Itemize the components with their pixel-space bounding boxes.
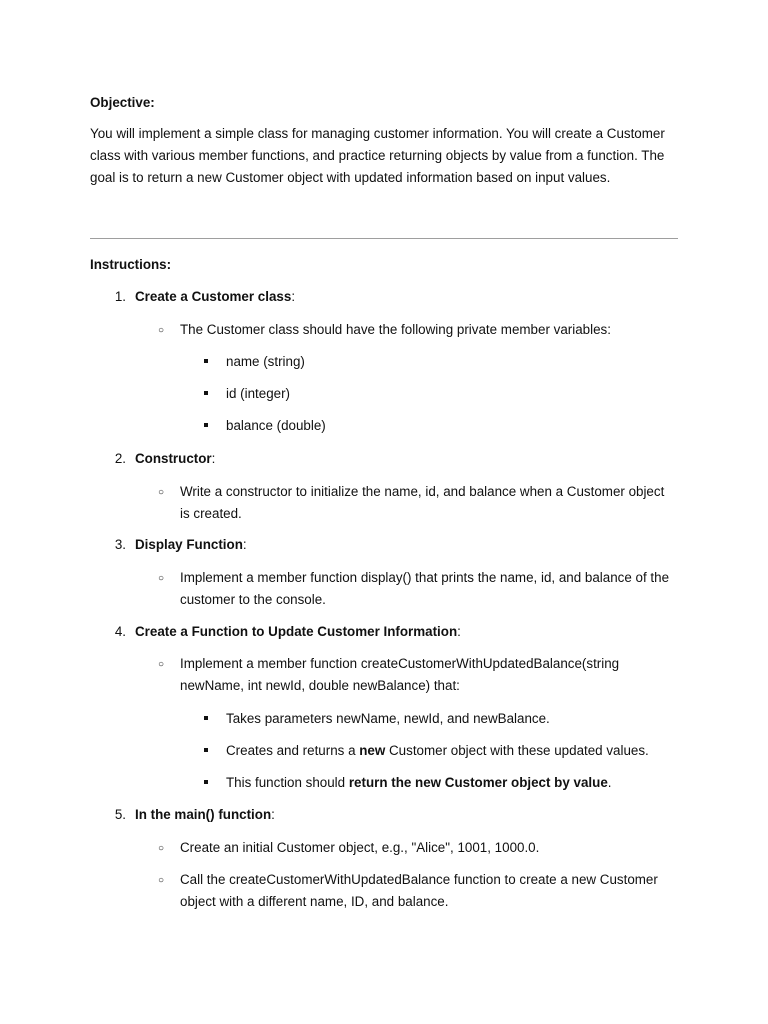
step-1-title-text: Create a Customer class — [135, 289, 292, 304]
step-5-title-text: In the main() function — [135, 807, 272, 822]
step-1-colon: : — [291, 289, 296, 304]
step-2-number: 2. — [114, 451, 126, 466]
circle-bullet-icon: ○ — [158, 659, 165, 670]
circle-bullet-icon: ○ — [158, 573, 165, 584]
square-bullet-icon — [204, 359, 208, 363]
circle-bullet-icon: ○ — [158, 843, 165, 854]
step-4-title-text: Create a Function to Update Customer Information — [135, 624, 458, 639]
step-1-item-3: balance (double) — [226, 418, 326, 433]
step-2-title-text: Constructor — [135, 451, 212, 466]
step-4-item-2 — [226, 740, 649, 762]
step-1-sub: The Customer class should have the following private member variables: — [180, 322, 611, 337]
step-4-item-2-pre: Creates and returns a — [226, 743, 360, 758]
step-2-title — [135, 448, 215, 470]
step-4-item-3-bold: return the new Customer object by value — [348, 775, 608, 790]
step-4-colon: : — [457, 624, 461, 639]
step-4-number: 4. — [114, 624, 126, 639]
step-2-sub: Write a constructor to initialize the name, id, and balance when a Customer object is created. — [180, 484, 665, 521]
step-5-colon: : — [271, 807, 275, 822]
circle-bullet-icon: ○ — [158, 875, 165, 886]
step-4-item-3 — [226, 772, 612, 794]
step-3-sub: Implement a member function display() that prints the name, id, and balance of the customer to the console. — [180, 570, 670, 607]
step-3-title-text: Display Function — [135, 537, 243, 552]
step-1-title — [135, 286, 295, 308]
square-bullet-icon — [204, 423, 208, 427]
square-bullet-icon — [204, 716, 208, 720]
objective-paragraph: You will implement a simple class for managing customer information. You will create a Customer class with various member functions, and practice returning objects by value from a function. The goal is to return a new Customer object with updated information based on input values. — [90, 126, 665, 185]
step-5-title — [135, 804, 275, 826]
step-4-item-2-bold: new — [359, 743, 386, 758]
step-4-item-2-post: Customer object with these updated values. — [385, 743, 649, 758]
step-4-item-1: Takes parameters newName, newId, and newBalance. — [226, 711, 550, 726]
step-3-title — [135, 534, 247, 556]
circle-bullet-icon: ○ — [158, 487, 165, 498]
step-4-item-3-post: . — [607, 775, 612, 790]
square-bullet-icon — [204, 391, 208, 395]
objective-heading: Objective: — [90, 95, 155, 110]
horizontal-divider — [90, 238, 678, 239]
step-5-sub-1: Create an initial Customer object, e.g., "Alice", 1001, 1000.0. — [180, 840, 540, 855]
step-3-colon: : — [242, 537, 247, 552]
step-5-sub-2: Call the createCustomerWithUpdatedBalance function to create a new Customer object with a different name, ID, and balance. — [180, 872, 658, 909]
step-4-item-3-pre: This function should — [226, 775, 349, 790]
step-1-number: 1. — [114, 289, 126, 304]
step-4-sub: Implement a member function createCustomerWithUpdatedBalance(string newName, int newId, double newBalance) that: — [180, 656, 620, 693]
step-5-number: 5. — [114, 807, 126, 822]
square-bullet-icon — [204, 780, 208, 784]
instructions-heading: Instructions: — [90, 257, 172, 272]
step-3-number: 3. — [114, 537, 126, 552]
step-2-colon: : — [211, 451, 216, 466]
square-bullet-icon — [204, 748, 208, 752]
step-1-item-2: id (integer) — [226, 386, 291, 401]
step-1-item-1: name (string) — [226, 354, 305, 369]
step-4-title — [135, 621, 461, 643]
circle-bullet-icon: ○ — [158, 325, 165, 336]
